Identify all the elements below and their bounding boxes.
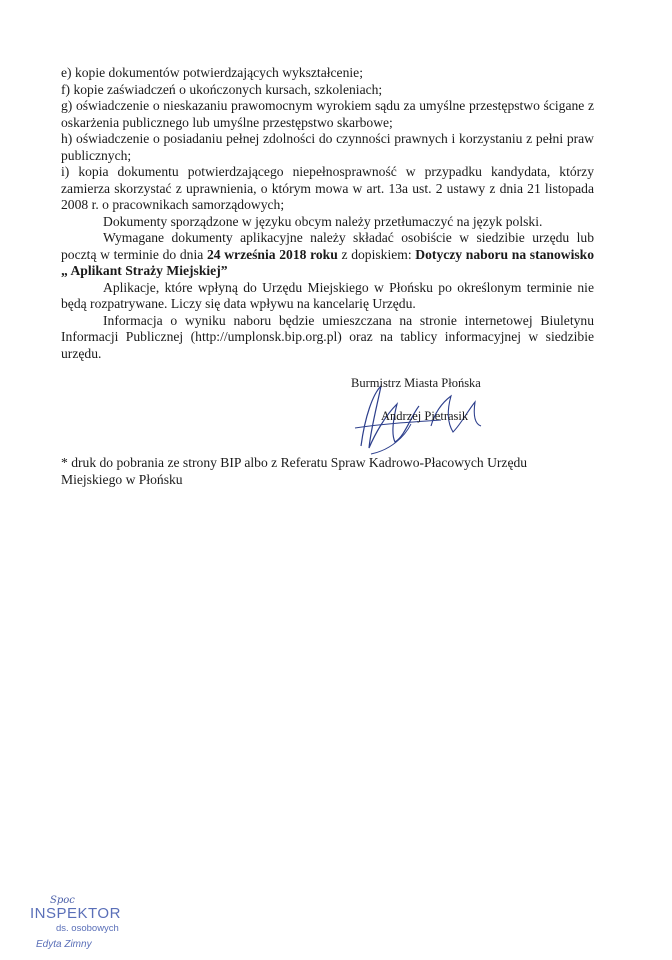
stamp-title: INSPEKTOR bbox=[30, 905, 121, 922]
stamp-name: Edyta Zimny bbox=[36, 939, 92, 950]
document-body bbox=[61, 65, 594, 362]
stamp-handwritten-mark: Spoc bbox=[50, 895, 75, 906]
signature-block bbox=[351, 376, 551, 456]
submission-deadline: 24 września 2018 roku bbox=[206, 246, 338, 262]
list-item-i: i) kopia dokumentu potwierdzającego niepełnosprawność w przypadku kandydata, którzy zamierza skorzystać z uprawnienia, o którym mowa w art. 13a ust. 2 ustawy z dnia 21 listopada 2008 r. o pracownikach samorządowych; bbox=[61, 164, 594, 212]
submission-text-2: z dopiskiem: bbox=[337, 246, 416, 262]
inspector-stamp bbox=[22, 894, 142, 960]
footnote: * druk do pobrania ze strony BIP albo z Referatu Spraw Kadrowo-Płacowych Urzędu Miejskiego w Płońsku bbox=[61, 455, 528, 487]
info-text-2: ) oraz na tablicy informacyjnej w siedzibie urzędu. bbox=[61, 329, 594, 361]
submission-text-1: Wymagane dokumenty aplikacyjne należy składać osobiście w siedzibie urzędu lub pocztą w terminie do dnia bbox=[61, 230, 594, 262]
info-text-1: Informacja o wyniku naboru będzie umieszczana na stronie internetowej Biuletynu Informacji Publicznej ( bbox=[61, 312, 594, 344]
paragraph-info bbox=[61, 313, 594, 363]
list-item-h: h) oświadczenie o posiadaniu pełnej zdolności do czynności prawnych i korzystaniu z pełni praw publicznych; bbox=[61, 131, 594, 163]
list-item-e: e) kopie dokumentów potwierdzających wykształcenie; bbox=[61, 65, 363, 80]
paragraph-late-applications: Aplikacje, które wpłyną do Urzędu Miejskiego w Płońsku po określonym terminie nie będą rozpatrywane. Liczy się data wpływu na kancelarię Urzędu. bbox=[61, 279, 594, 311]
signature-name: Andrzej Pietrasik bbox=[381, 409, 469, 423]
paragraph-translation: Dokumenty sporządzone w języku obcym należy przetłumaczyć na język polski. bbox=[103, 213, 543, 229]
list-item-f: f) kopie zaświadczeń o ukończonych kursach, szkoleniach; bbox=[61, 81, 383, 97]
stamp-subtitle: ds. osobowych bbox=[56, 923, 119, 934]
bip-link[interactable]: http://umplonsk.bip.org.pl bbox=[195, 329, 338, 344]
signature-title: Burmistrz Miasta Płońska bbox=[351, 376, 481, 390]
list-item-g: g) oświadczenie o nieskazaniu prawomocnym wyrokiem sądu za umyślne przestępstwo ścigane z oskarżenia publicznego lub umyślne przestępstwo skarbowe; bbox=[61, 98, 594, 130]
submission-note: Dotyczy naboru na stanowisko „ Aplikant Straży Miejskiej” bbox=[61, 246, 594, 278]
paragraph-submission bbox=[61, 230, 594, 280]
